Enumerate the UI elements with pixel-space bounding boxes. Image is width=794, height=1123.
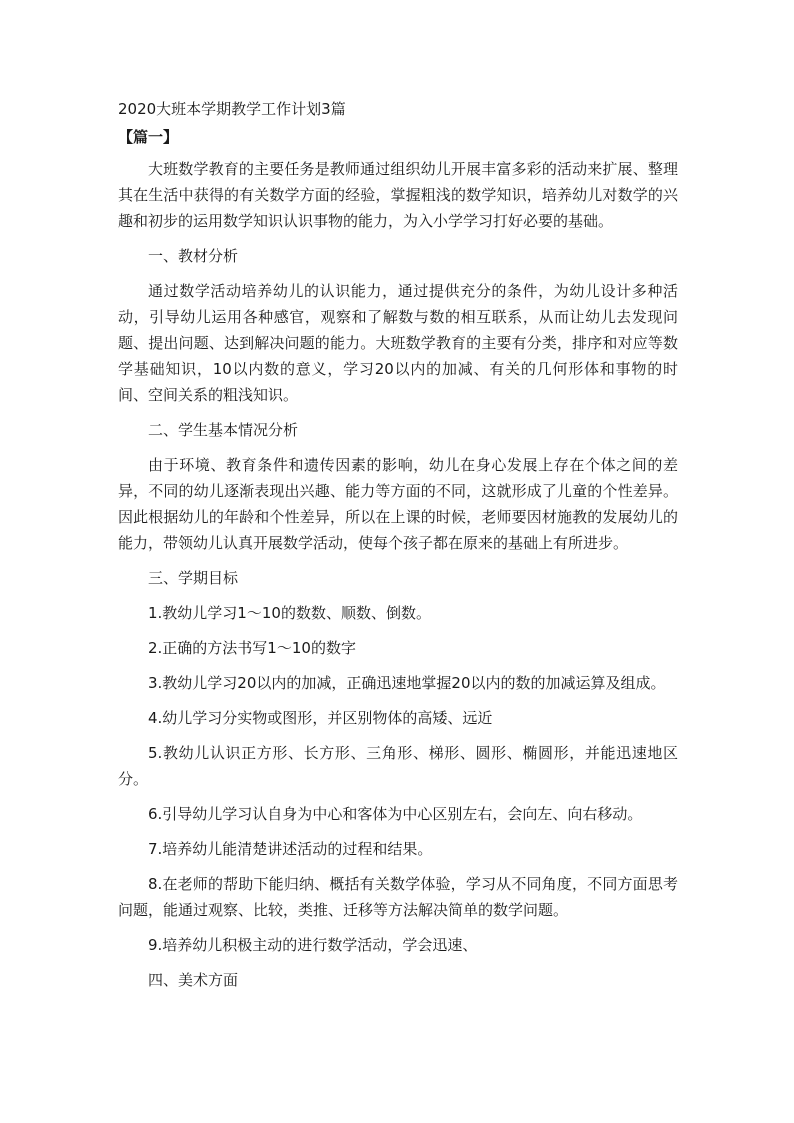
document-page: [118, 96, 678, 1002]
part-label: 【篇一】: [118, 128, 179, 146]
document-title: 2020大班本学期教学工作计划3篇: [118, 100, 346, 118]
section-heading-textbook-analysis: 一、教材分析: [148, 247, 239, 265]
section-heading-student-analysis: 二、学生基本情况分析: [148, 421, 299, 439]
goal-item-4: 4.幼儿学习分实物或图形，并区别物体的高矮、远近: [148, 709, 493, 727]
goal-item-7: 7.培养幼儿能清楚讲述活动的过程和结果。: [148, 840, 433, 858]
goal-item-1: 1.教幼儿学习1～10的数数、顺数、倒数。: [148, 604, 431, 622]
goal-item-8: 8.在老师的帮助下能归纳、概括有关数学体验，学习从不同角度，不同方面思考问题，能通过观察、比较，类推、迁移等方法解决简单的数学问题。: [118, 875, 678, 919]
intro-paragraph: 大班数学教育的主要任务是教师通过组织幼儿开展丰富多彩的活动来扩展、整理其在生活中获得的有关数学方面的经验，掌握粗浅的数学知识，培养幼儿对数学的兴趣和初步的运用数学知识认识事物的能力，为入小学学习打好必要的基础。: [118, 160, 678, 230]
section-heading-art: 四、美术方面: [148, 971, 239, 989]
goal-item-6: 6.引导幼儿学习认自身为中心和客体为中心区别左右，会向左、向右移动。: [148, 805, 643, 823]
goal-item-3: 3.教幼儿学习20以内的加减，正确迅速地掌握20以内的数的加减运算及组成。: [148, 674, 666, 692]
student-analysis-paragraph: 由于环境、教育条件和遗传因素的影响，幼儿在身心发展上存在个体之间的差异，不同的幼儿逐渐表现出兴趣、能力等方面的不同，这就形成了儿童的个性差异。因此根据幼儿的年龄和个性差异，所以在上课的时候，老师要因材施教的发展幼儿的能力，带领幼儿认真开展数学活动，使每个孩子都在原来的基础上有所进步。: [118, 456, 678, 552]
section-heading-semester-goals: 三、学期目标: [148, 569, 239, 587]
goal-item-9: 9.培养幼儿积极主动的进行数学活动，学会迅速、: [148, 936, 478, 954]
textbook-analysis-paragraph: 通过数学活动培养幼儿的认识能力，通过提供充分的条件，为幼儿设计多种活动，引导幼儿运用各种感官，观察和了解数与数的相互联系，从而让幼儿去发现问题、提出问题、达到解决问题的能力。大班数学教育的主要有分类，排序和对应等数学基础知识，10以内数的意义，学习20以内的加减、有关的几何形体和事物的时间、空间关系的粗浅知识。: [118, 282, 678, 404]
goal-item-5: 5.教幼儿认识正方形、长方形、三角形、梯形、圆形、椭圆形，并能迅速地区分。: [118, 744, 678, 788]
goal-item-2: 2.正确的方法书写1～10的数字: [148, 639, 356, 657]
